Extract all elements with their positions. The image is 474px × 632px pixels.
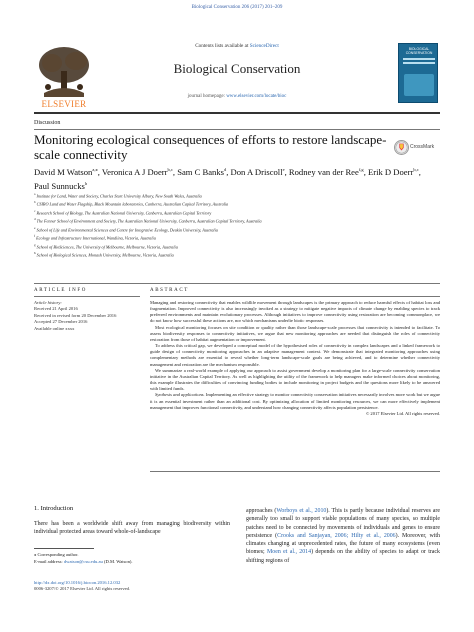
affiliation-text: CSIRO Land and Water Flagship, Black Mountain laboratories, Canberra, Australian Capital Territory, Australia xyxy=(36,201,229,207)
affiliation-text: The Fenner School of Environment and Society, The Australian National University, Canberra, Australian Capital Territory, Australia xyxy=(36,218,262,224)
synthesis-text: Implementing an effective strategy to monitor connectivity conservation initiatives necessarily involves more work but we argue it is an essential investment rather than an additional cost. By optimizing allocation of limited monitoring resources, we can more effectively implement management that improves functional connectivity, and understand how changing connectivity affects population persistence. xyxy=(150,392,440,410)
sciencedirect-link[interactable]: ScienceDirect xyxy=(249,43,279,49)
revised-date: Received in revised form 20 December 2016 xyxy=(34,312,117,318)
affiliation-item xyxy=(34,191,434,199)
affiliation-marker: b xyxy=(34,200,36,205)
affiliation-marker: a xyxy=(34,192,36,196)
author-name[interactable]: Erik D Doerr xyxy=(367,166,414,177)
article-info-rule xyxy=(34,296,140,297)
homepage-link[interactable]: www.elsevier.com/locate/bioc xyxy=(226,94,287,99)
abstract-paragraph: To address this critical gap, we developed a conceptual model of the hypothesised roles of connectivity in complex landscapes and a linked framework to guide design of connectivity monitoring approaches in an adaptive management context. We demonstrate that integrated monitoring approaches using complementary methods are essential to reveal whether long-term landscape-scale goals are being achieved, and to determine whether connectivity management and restoration are the mechanism responsible. xyxy=(150,343,440,367)
affiliation-text: School of Biological Sciences, Monash University, Melbourne, Victoria, Australia xyxy=(36,252,174,258)
synthesis-label: Synthesis and applications. xyxy=(155,392,205,398)
intro-text: ). This is partly because individual reserves are generally too small to support viable populations of many species, so multiple patches need to be connected by movements of individuals and genes to ensure persistence ( xyxy=(246,508,440,539)
affiliation-text: Ecology and Infrastructure International, Wandiina, Victoria, Australia xyxy=(36,235,156,241)
affiliation-list xyxy=(34,191,434,259)
author-affiliation-marker[interactable]: a,⁎ xyxy=(92,167,98,172)
cover-stripe xyxy=(403,58,435,60)
affiliation-item xyxy=(34,250,434,258)
footnote-email-line xyxy=(34,559,230,566)
intro-right-column xyxy=(246,507,440,565)
intro-text: ) depends on the ability of species to adapt or track shifting regions of xyxy=(246,549,440,564)
cover-stripe xyxy=(403,62,435,64)
abstract-paragraph: Most ecological monitoring focuses on site condition or quality rather than those landscape-scale processes that connectivity is intended to facilitate. To assess biodiversity responses to connectivity initiatives, we argue that new monitoring approaches are needed that distinguish the roles of connectivity restoration from those of habitat augmentation or improvement. xyxy=(150,324,440,342)
affiliation-marker: h xyxy=(34,251,36,256)
author-affiliation-marker[interactable]: b,c xyxy=(413,167,419,172)
citation-link[interactable]: Worboys et al., 2010 xyxy=(276,508,327,514)
journal-name: Biological Conservation xyxy=(173,61,301,76)
author-affiliation-marker[interactable]: h xyxy=(84,180,88,186)
author-list: David M Watson$^{a,⁎}$, Veronica A J Doerr$^{b,c}$, Sam C Banks$^d$, Don A Driscoll$^e$, Rodney van der Ree$^{f,g}$, Erik D Doerr$^{b,c}$, Paul Sunnucks$^h$ xyxy=(34,166,421,191)
journal-header xyxy=(34,43,440,111)
affiliation-text: Research School of Biology, The Australian National University, Canberra, Australian Capital Territory xyxy=(36,210,212,216)
affiliation-item xyxy=(34,199,434,207)
crossmark-label: CrossMark xyxy=(410,144,435,150)
affiliation-item xyxy=(34,225,434,233)
cover-title: BIOLOGICAL CONSERVATION xyxy=(405,47,433,55)
article-title: Monitoring ecological consequences of efforts to restore landscape-scale connectivity xyxy=(34,132,387,162)
cover-image xyxy=(404,74,434,96)
author-name[interactable]: Sam C Banks xyxy=(177,166,224,177)
corresponding-author-footnote xyxy=(34,552,230,565)
article-type: Discussion xyxy=(34,120,61,126)
affiliation-text: Institute for Land, Water and Society, Charles Sturt University Albury, New South Wales, Australia xyxy=(36,193,202,199)
affiliation-item xyxy=(34,208,434,216)
article-history xyxy=(34,300,140,332)
journal-cover-thumbnail xyxy=(398,43,438,103)
abstract-copyright: © 2017 Elsevier Ltd. All rights reserved. xyxy=(365,410,440,416)
affiliation-item xyxy=(34,216,434,224)
contents-prefix: Contents lists available at xyxy=(195,43,250,49)
issn-copyright: 0006-3207/© 2017 Elsevier Ltd. All rights reserved. xyxy=(34,586,131,592)
title-divider xyxy=(34,129,440,130)
footnote-label: ⁎ Corresponding author. xyxy=(34,552,79,557)
email-suffix: (D.M. Watson). xyxy=(102,558,133,564)
journal-citation[interactable]: Biological Conservation 206 (2017) 201–209 xyxy=(191,5,283,10)
doi-block xyxy=(34,580,230,593)
author-affiliation-marker[interactable]: b,c xyxy=(167,167,173,172)
affiliation-marker: d xyxy=(34,217,36,222)
affiliation-text: School of BioSciences, The University of Melbourne, Melbourne, Victoria, Australia xyxy=(36,244,178,250)
intro-text: approaches ( xyxy=(246,508,277,514)
section-heading-introduction: 1. Introduction xyxy=(34,505,74,512)
history-label: Article history: xyxy=(34,300,62,305)
affiliation-item xyxy=(34,242,434,250)
elsevier-tree-logo-icon xyxy=(34,43,94,103)
affiliation-item xyxy=(34,233,434,241)
author-name[interactable]: Paul Sunnucks xyxy=(34,180,85,191)
email-prefix: E-mail address: xyxy=(34,558,64,564)
abstract-rule xyxy=(150,296,440,297)
received-date: Received 21 April 2016 xyxy=(34,306,78,312)
intro-text: ). Moreover, with climates changing at unprecedented rates, the future of many ecosystems (even biomes; xyxy=(246,532,441,556)
publisher-name: ELSEVIER xyxy=(41,99,87,109)
affiliation-marker: f xyxy=(34,234,36,239)
info-divider xyxy=(34,283,440,284)
author-affiliation-marker[interactable]: d xyxy=(224,167,227,172)
footnote-rule xyxy=(34,548,94,549)
abstract-synthesis xyxy=(150,392,440,410)
author-name[interactable]: Don A Driscoll xyxy=(230,166,283,177)
homepage-prefix: journal homepage: xyxy=(187,94,227,99)
citation-link[interactable]: Moen et al., 2014 xyxy=(267,549,312,556)
journal-homepage xyxy=(110,94,364,99)
affiliation-text: School of Life and Environmental Sciences and Centre for Integrative Ecology, Deakin University, Australia xyxy=(36,227,218,233)
online-date: Available online xxxx xyxy=(34,325,75,331)
citation-link[interactable]: Crooks and Sanjayan, 2006; Hilty et al., 2006 xyxy=(277,532,396,539)
affiliation-marker: g xyxy=(34,242,36,247)
contents-line xyxy=(110,43,364,49)
author-name[interactable]: Veronica A J Doerr xyxy=(101,166,168,177)
affiliation-marker: e xyxy=(34,225,36,230)
abstract-end-rule xyxy=(150,471,440,472)
accepted-date: Accepted 27 December 2016 xyxy=(34,319,88,325)
header-divider xyxy=(34,112,440,114)
author-name[interactable]: David M Watson xyxy=(34,166,93,177)
email-link[interactable]: dwatson@csu.edu.au xyxy=(63,558,103,564)
article-info-heading: ARTICLE INFO xyxy=(34,288,87,293)
doi-link[interactable]: http://dx.doi.org/10.1016/j.biocon.2016.12.032 xyxy=(34,580,121,585)
intro-left-column: There has been a worldwide shift away from managing biodiversity within individual protected areas toward whole-of-landscape xyxy=(34,521,230,536)
abstract-paragraph: Managing and restoring connectivity that enables wildlife movement through landscapes is the primary approach to reduce harmful effects of habitat loss and fragmentation. Improved connectivity is also increasingly invoked as a strategy to mitigate negative impacts of climate change by enabling species to track preferred environments and maintain evolutionary processes. Although initiatives to improve connectivity using restoration are becoming commonplace, we do not know how successful these actions are, nor which mechanisms underlie biotic responses. xyxy=(150,300,440,324)
crossmark-icon xyxy=(394,140,409,155)
abstract-body xyxy=(150,300,440,417)
author-name[interactable]: Rodney van der Ree xyxy=(288,166,359,177)
abstract-paragraph: We summarize a real-world example of applying our approach to assist government develop a monitoring plan for a large-scale connectivity conservation initiative in the Australian Capital Territory. As well as highlighting the utility of the framework to help managers make informed choices about monitoring, this example illustrates the difficulties of convincing funding bodies to include monitoring in project budgets and the questions more likely to be answered with limited funds. xyxy=(150,367,440,392)
author-affiliation-marker[interactable]: f,g xyxy=(358,167,364,172)
author-affiliation-marker[interactable]: e xyxy=(282,167,285,172)
affiliation-marker: c xyxy=(34,208,36,213)
abstract-heading: ABSTRACT xyxy=(150,288,189,293)
